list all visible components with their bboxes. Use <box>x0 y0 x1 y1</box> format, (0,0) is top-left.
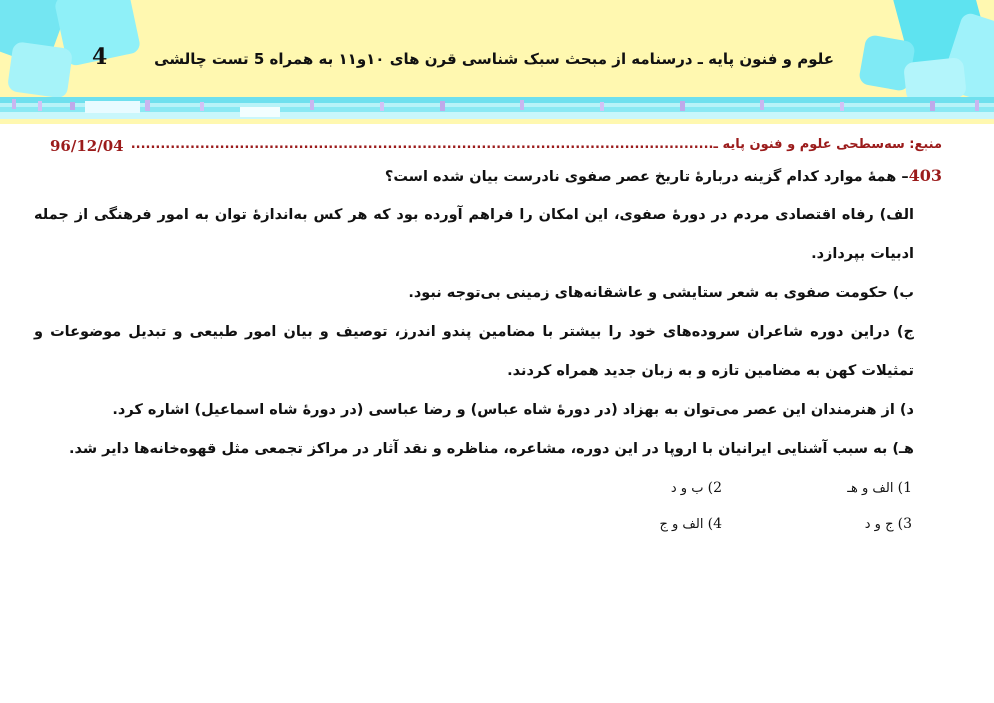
statement-dal: د) از هنرمندان این عصر می‌توان به بهزاد (در دورهٔ شاه عباس) و رضا عباسی (در دورهٔ شاه اسماعیل) اشاره کرد. <box>112 402 914 418</box>
stripe-chip <box>200 102 204 111</box>
option-number: 1) <box>897 480 912 496</box>
source-dots: ...................................................................................................................... <box>130 137 714 152</box>
statement-be: ب) حکومت صفوی به شعر ستایشی و عاشقانه‌های زمینی بی‌توجه نبود. <box>408 285 914 301</box>
header-stripe <box>0 97 994 119</box>
page-number: 4 <box>92 44 108 70</box>
stripe-chip <box>70 102 75 110</box>
stripe-band <box>0 112 994 119</box>
stripe-chip <box>240 107 280 117</box>
option-number: 2) <box>707 480 722 496</box>
stripe-chip <box>520 100 524 110</box>
option-text: الف و ج <box>659 517 704 532</box>
source-date: 96/12/04 <box>50 137 124 155</box>
option-3[interactable] <box>865 516 912 532</box>
statement-jim: ج) دراین دوره شاعران سروده‌های خود را بیشتر با مضامین پندو اندرز، توصیف و بیان امور طبیعی و تبدیل موضوعات و تمثیلات کهن به مضامین تازه و به زبان جدید همراه کردند. <box>34 324 914 379</box>
stripe-chip <box>600 102 604 111</box>
statement-alef: الف) رفاه اقتصادی مردم در دورهٔ صفوی، این امکان را فراهم آورده بود که هر کس به‌اندازهٔ توان به امور فرهنگی از جمله ادبیات بپردازد. <box>34 207 914 262</box>
stripe-chip <box>380 102 384 111</box>
page-title: علوم و فنون پایه ـ درسنامه از مبحث سبک شناسی قرن های ۱۰و۱۱ به همراه 5 تست چالشی <box>154 50 834 68</box>
option-text: الف و هـ <box>847 481 894 496</box>
source-line <box>50 137 942 157</box>
option-4[interactable] <box>660 516 723 532</box>
stripe-chip <box>840 102 844 111</box>
statement-he: هـ) به سبب آشنایی ایرانیان با اروپا در این دوره، مشاعره، مناظره و نقد آثار در مراکز تجمعی مثل قهوه‌خانه‌ها دایر شد. <box>68 441 914 457</box>
question <box>42 166 942 185</box>
option-1[interactable] <box>847 480 912 496</box>
option-number: 3) <box>897 516 912 532</box>
source-text <box>130 137 942 152</box>
stripe-chip <box>680 101 685 111</box>
stripe-chip <box>85 101 140 113</box>
source-label: منبع: سه‌سطحی علوم و فنون پایه ـ <box>713 137 942 152</box>
option-number: 4) <box>707 516 722 532</box>
stripe-chip <box>930 101 935 111</box>
stripe-chip <box>12 99 16 109</box>
stripe-chip <box>440 101 445 111</box>
question-dash: – <box>896 169 909 185</box>
decorative-tile <box>7 41 73 99</box>
stripe-chip <box>145 100 150 111</box>
option-text: ج و د <box>864 517 894 532</box>
option-2[interactable] <box>671 480 722 496</box>
stripe-chip <box>760 100 764 110</box>
stripe-chip <box>310 100 314 110</box>
page-header <box>0 0 994 124</box>
option-text: ب و د <box>670 481 704 496</box>
question-text: همهٔ موارد کدام گزینه دربارهٔ تاریخ عصر صفوی نادرست بیان شده است؟ <box>384 169 897 185</box>
question-number: 403 <box>908 166 942 185</box>
stripe-chip <box>975 100 979 111</box>
stripe-chip <box>38 101 42 111</box>
